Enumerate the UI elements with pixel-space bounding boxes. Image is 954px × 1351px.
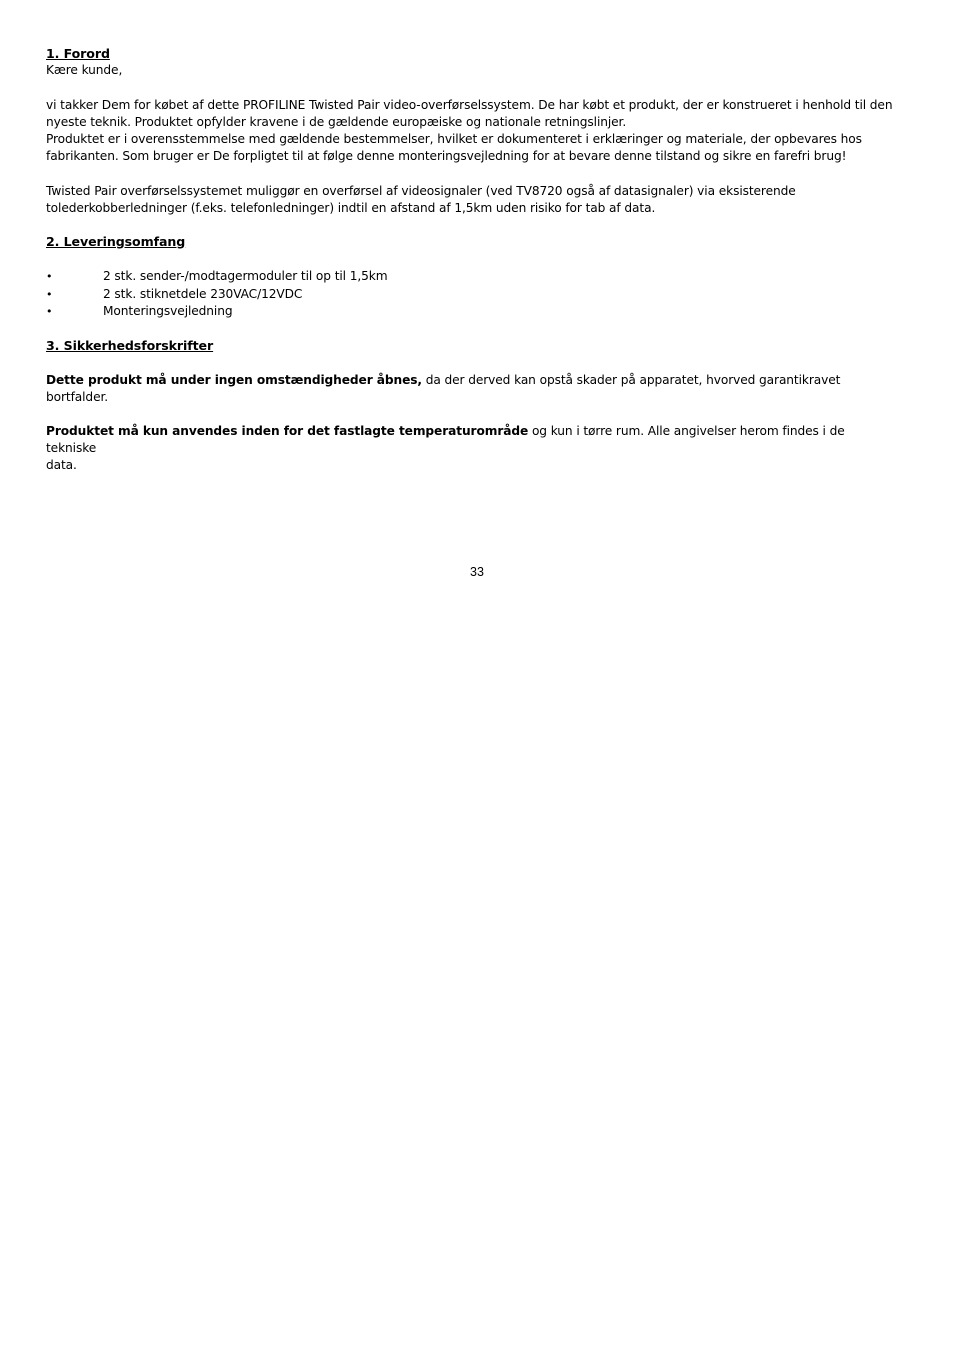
list-item [46, 268, 894, 286]
list-item-text: 2 stk. sender-/modtagermoduler til op til 1,5km [103, 269, 388, 283]
list-item [46, 303, 894, 321]
bullet-icon: • [46, 305, 53, 318]
page-number: 33 [470, 565, 484, 579]
section-heading-leveringsomfang: 2. Leveringsomfang [46, 234, 186, 249]
safety-warning-open-bold: Dette produkt må under ingen omstændigheder åbnes, [46, 372, 422, 387]
document-page [46, 45, 894, 474]
safety-warning-open-text: da der derved kan opstå skader på apparatet, hvorved garantikravet [421, 372, 841, 387]
intro-paragraph-line: vi takker Dem for købet af dette PROFILINE Twisted Pair video-overførselssystem. De har købt et produkt, der er konstrueret i henhold til den [46, 98, 893, 112]
bullet-icon: • [46, 270, 53, 283]
greeting-text: Kære kunde, [46, 63, 123, 77]
intro-paragraph-line: fabrikanten. Som bruger er De forpligtet til at følge denne monteringsvejledning for at bevare denne tilstand og sikre en farefri brug! [46, 149, 847, 163]
safety-warning-temperature-text: og kun i tørre rum. Alle angivelser herom findes i de tekniske [46, 423, 845, 455]
list-item [46, 286, 894, 304]
intro-paragraph-line: nyeste teknik. Produktet opfylder kravene i de gældende europæiske og nationale retningslinjer. [46, 115, 627, 129]
delivery-list [46, 268, 894, 321]
system-paragraph-line: tolederkobberledninger (f.eks. telefonledninger) indtil en afstand af 1,5km uden risiko for tab af data. [46, 201, 656, 215]
safety-warning-open-cont: bortfalder. [46, 389, 109, 404]
list-item-text: Monteringsvejledning [103, 304, 233, 318]
safety-warning-temperature [46, 423, 894, 457]
section-heading-forord: 1. Forord [46, 46, 110, 61]
section-heading-sikkerhedsforskrifter: 3. Sikkerhedsforskrifter [46, 337, 214, 353]
intro-paragraph-line: Produktet er i overensstemmelse med gældende bestemmelser, hvilket er dokumenteret i erklæringer og materiale, der opbevares hos [46, 132, 862, 146]
safety-warning-temperature-bold: Produktet må kun anvendes inden for det fastlagte temperaturområde [46, 423, 529, 438]
list-item-text: 2 stk. stiknetdele 230VAC/12VDC [103, 286, 303, 301]
safety-warning-open [46, 372, 894, 389]
system-paragraph-line: Twisted Pair overførselssystemet muliggør en overførsel af videosignaler (ved TV8720 også af datasignaler) via eksisterende [46, 184, 796, 198]
bullet-icon: • [46, 287, 53, 301]
safety-warning-temperature-cont: data. [46, 457, 77, 472]
